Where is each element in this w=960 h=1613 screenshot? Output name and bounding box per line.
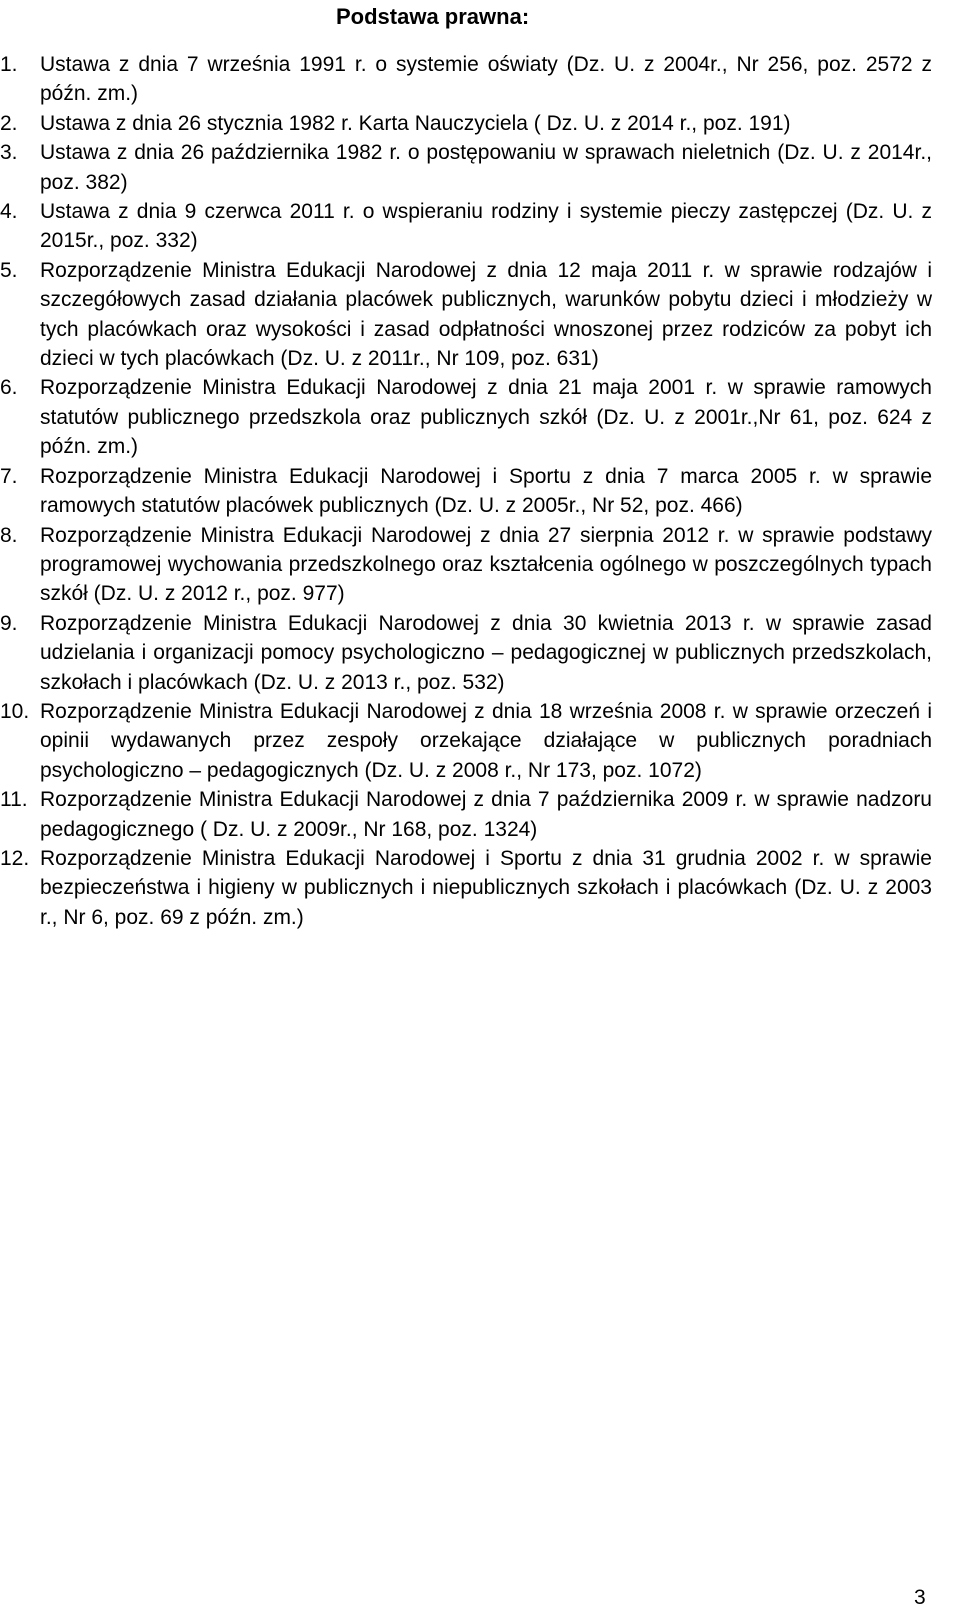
list-item-number: 11. (0, 788, 28, 812)
list-item (0, 785, 960, 844)
list-item (0, 697, 960, 785)
list-item-text: Ustawa z dnia 9 czerwca 2011 r. o wspieraniu rodziny i systemie pieczy zastępczej (Dz. U. z 2015r., poz. 332) (40, 200, 932, 253)
legal-basis-list (0, 50, 960, 932)
list-item-text: Rozporządzenie Ministra Edukacji Narodowej z dnia 12 maja 2011 r. w sprawie rodzajów i szczegółowych zasad działania placówek publicznych, warunków pobytu dzieci i młodzieży w tych placówkach oraz wysokości i zasad odpłatności wnoszonej przez rodziców za pobyt ich dzieci w tych placówkach (Dz. U. z 2011r., Nr 109, poz. 631) (40, 258, 932, 371)
list-item-number: 5. (0, 258, 18, 282)
list-item-number: 4. (0, 200, 18, 224)
list-item-text: Rozporządzenie Ministra Edukacji Narodowej z dnia 7 października 2009 r. w sprawie nadzoru pedagogicznego ( Dz. U. z 2009r., Nr 168, poz. 1324) (40, 788, 932, 841)
page-title: Podstawa prawna: (336, 4, 530, 29)
list-item (0, 109, 960, 138)
list-item (0, 609, 960, 697)
list-item-number: 10. (0, 699, 30, 723)
list-item (0, 373, 960, 461)
list-item-text: Rozporządzenie Ministra Edukacji Narodowej z dnia 18 września 2008 r. w sprawie orzeczeń i opinii wydawanych przez zespoły orzekające działające w publicznych poradniach psychologiczno – pedagogicznych (Dz. U. z 2008 r., Nr 173, poz. 1072) (40, 699, 932, 782)
list-item-text: Rozporządzenie Ministra Edukacji Narodowej z dnia 30 kwietnia 2013 r. w sprawie zasad udzielania i organizacji pomocy psychologiczno – pedagogicznej w publicznych przedszkolach, szkołach i placówkach (Dz. U. z 2013 r., poz. 532) (40, 611, 932, 694)
list-item-text: Rozporządzenie Ministra Edukacji Narodowej z dnia 27 sierpnia 2012 r. w sprawie podstawy programowej wychowania przedszkolnego oraz kształcenia ogólnego w poszczególnych typach szkół (Dz. U. z 2012 r., poz. 977) (40, 523, 932, 606)
list-item (0, 197, 960, 256)
page-number: 3 (914, 1586, 926, 1609)
list-item-number: 7. (0, 464, 18, 488)
list-item (0, 844, 960, 932)
list-item (0, 256, 960, 374)
list-item-number: 1. (0, 53, 18, 76)
list-item-text: Rozporządzenie Ministra Edukacji Narodowej z dnia 21 maja 2001 r. w sprawie ramowych statutów publicznego przedszkola oraz publicznych szkół (Dz. U. z 2001r.,Nr 61, poz. 624 z późn. zm.) (40, 376, 932, 459)
list-item-number: 8. (0, 523, 18, 547)
list-item-number: 9. (0, 611, 18, 635)
list-item-text: Ustawa z dnia 26 października 1982 r. o postępowaniu w sprawach nieletnich (Dz. U. z 2014r., poz. 382) (40, 141, 932, 194)
list-item (0, 521, 960, 609)
list-item-text: Rozporządzenie Ministra Edukacji Narodowej i Sportu z dnia 31 grudnia 2002 r. w sprawie bezpieczeństwa i higieny w publicznych i niepublicznych szkołach i placówkach (Dz. U. z 2003 r., Nr 6, poz. 69 z późn. zm.) (40, 846, 932, 929)
list-item-text: Ustawa z dnia 7 września 1991 r. o systemie oświaty (Dz. U. z 2004r., Nr 256, poz. 2572 z późn. zm.) (40, 53, 932, 106)
list-item-text: Rozporządzenie Ministra Edukacji Narodowej i Sportu z dnia 7 marca 2005 r. w sprawie ramowych statutów placówek publicznych (Dz. U. z 2005r., Nr 52, poz. 466) (40, 464, 932, 518)
list-item (0, 462, 960, 521)
list-item (0, 50, 960, 109)
list-item-number: 12. (0, 846, 30, 870)
list-item-number: 3. (0, 141, 18, 165)
list-item (0, 138, 960, 197)
list-item-number: 6. (0, 376, 18, 400)
list-item-text: Ustawa z dnia 26 stycznia 1982 r. Karta Nauczyciela ( Dz. U. z 2014 r., poz. 191) (40, 111, 791, 135)
list-item-number: 2. (0, 111, 18, 135)
